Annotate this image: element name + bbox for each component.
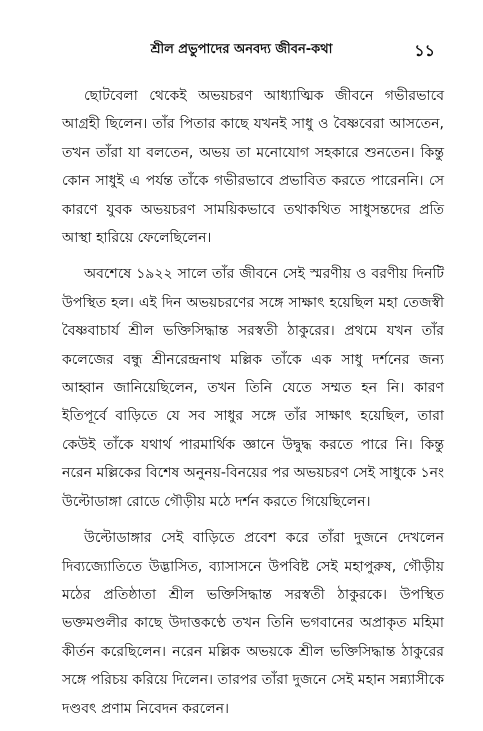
page-header [0,38,483,60]
body-text [62,82,444,731]
page-number: ১১ [414,41,435,60]
paragraph-1: ছোটবেলা থেকেই অভয়চরণ আধ্যাত্মিক জীবনে গভীরভাবে আগ্রহী ছিলেন। তাঁর পিতার কাছে যখনই সাধু ও বৈষ্ণবেরা আসতেন, তখন তাঁরা যা বলতেন, অভয় তা মনোযোগ সহকারে শুনতেন। কিন্তু কোন সাধুই এ পর্যন্ত তাঁকে গভীরভাবে প্রভাবিত করতে পারেননি। সে কারণে যুবক অভয়চরণ সাময়িকভাবে তথাকথিত সাধুসন্তদের প্রতি আস্থা হারিয়ে ফেলেছিলেন। [62,88,444,247]
paragraph-2: অবশেষে ১৯২২ সালে তাঁর জীবনে সেই স্মরণীয় ও বরণীয় দিনটি উপস্থিত হল। এই দিন অভয়চরণের সঙ্গে সাক্ষাৎ হয়েছিল মহা তেজস্বী বৈষ্ণবাচার্য শ্রীল ভক্তিসিদ্ধান্ত সরস্বতী ঠাকুরের। প্রথমে যখন তাঁর কলেজের বন্ধু শ্রীনরেন্দ্রনাথ মল্লিক তাঁকে এক সাধু দর্শনের জন্য আহ্বান জানিয়েছিলেন, তখন তিনি যেতে সম্মত হন নি। কারণ ইতিপূর্বে বাড়িতে যে সব সাধুর সঙ্গে তাঁর সাক্ষাৎ হয়েছিল, তারা কেউই তাঁকে যথার্থ পারমার্থিক জ্ঞানে উদ্বুদ্ধ করতে পারে নি। কিন্তু নরেন মল্লিকের বিশেষ অনুনয়-বিনয়ের পর অভয়চরণ সেই সাধুকে ১নং উল্টোডাঙ্গা রোডে গৌড়ীয় মঠে দর্শন করতে গিয়েছিলেন। [62,266,444,510]
paragraph-3: উল্টোডাঙ্গার সেই বাড়িতে প্রবেশ করে তাঁরা দুজনে দেখলেন দিব্যজ্যোতিতে উদ্ভাসিত, ব্যাসাসনে উপবিষ্ট সেই মহাপুরুষ, গৌড়ীয় মঠের প্রতিষ্ঠাতা শ্রীল ভক্তিসিদ্ধান্ত সরস্বতী ঠাকুরকে। উপস্থিত ভক্তমণ্ডলীর কাছে উদাত্তকণ্ঠে তখন তিনি ভগবানের অপ্রাকৃত মহিমা কীর্তন করেছিলেন। নরেন মল্লিক অভয়কে শ্রীল ভক্তিসিদ্ধান্ত ঠাকুরের সঙ্গে পরিচয় করিয়ে দিলেন। তারপর তাঁরা দুজনে সেই মহান সন্ন্যাসীকে দণ্ডবৎ প্রণাম নিবেদন করলেন। [62,530,444,717]
running-title: শ্রীল প্রভুপাদের অনবদ্য জীবন-কথা [150,42,333,57]
